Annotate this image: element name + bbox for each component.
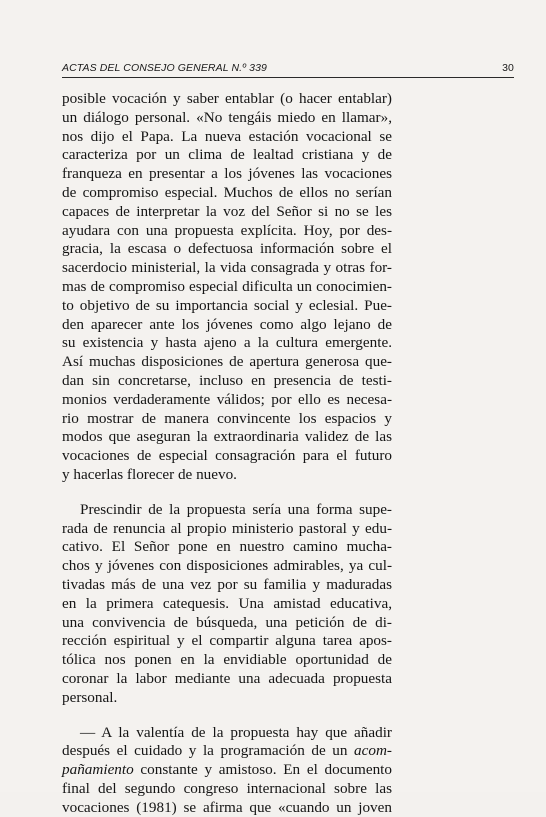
running-title: ACTAS DEL CONSEJO GENERAL N.º 339 (62, 62, 267, 74)
text-line: cativo. El Señor pone en nuestro camino mucha- (62, 538, 392, 557)
italic-term: pañamiento (62, 761, 134, 778)
text-line (62, 742, 392, 761)
paragraph-3 (62, 724, 392, 817)
page-number: 30 (502, 62, 514, 74)
text-line: modos que aseguran la extraordinaria validez de las (62, 428, 392, 447)
text-line: un diálogo personal. «No tengáis miedo en llamar», (62, 109, 392, 128)
text-line: rio mostrar de manera convincente los espacios y (62, 410, 392, 429)
paragraph-2 (62, 501, 392, 708)
text-line: caracteriza por un clima de lealtad cristiana y de (62, 146, 392, 165)
text-line: den aparecer ante los jóvenes como algo lejano de (62, 316, 392, 335)
text-line: tivadas más de una vez por su familia y maduradas (62, 576, 392, 595)
italic-term: acom- (354, 742, 392, 759)
text-line (62, 780, 392, 799)
text-segment: final del segundo congreso internacional sobre las (62, 780, 392, 797)
text-line: rección espiritual y el compartir alguna tarea apos- (62, 632, 392, 651)
text-line (62, 724, 392, 743)
header-rule (62, 77, 514, 78)
body-text (62, 90, 392, 817)
text-line: monios verdaderamente válidos; por ello es necesa- (62, 391, 392, 410)
text-segment: después el cuidado y la programación de un (62, 742, 354, 759)
text-line (62, 761, 392, 780)
text-line: gracia, la escasa o defectuosa información sobre el (62, 240, 392, 259)
text-line: rada de renuncia al propio ministerio pastoral y edu- (62, 520, 392, 539)
text-line: posible vocación y saber entablar (o hacer entablar) (62, 90, 392, 109)
text-line: en la primera catequesis. Una amistad educativa, (62, 595, 392, 614)
text-line: coronar la labor mediante una adecuada propuesta (62, 670, 392, 689)
text-line: capaces de interpretar la voz del Señor si no se les (62, 203, 392, 222)
text-segment: vocaciones (1981) se afirma que «cuando un joven (62, 799, 392, 816)
running-header (62, 62, 514, 74)
text-line: sacerdocio ministerial, la vida consagrada y otras for- (62, 259, 392, 278)
text-line: de compromiso especial. Muchos de ellos no serían (62, 184, 392, 203)
text-line: to objetivo de su importancia social y eclesial. Pue- (62, 297, 392, 316)
text-line: dan sin concretarse, incluso en presencia de testi- (62, 372, 392, 391)
text-segment: constante y amistoso. En el documento (134, 761, 392, 778)
text-line: su existencia y hasta ajeno a la cultura emergente. (62, 334, 392, 353)
text-line: vocaciones de especial consagración para el futuro (62, 447, 392, 466)
text-segment: — A la valentía de la propuesta hay que añadir (80, 724, 392, 741)
text-line: nos dijo el Papa. La nueva estación vocacional se (62, 128, 392, 147)
text-line: mas de compromiso especial dificulta un conocimien- (62, 278, 392, 297)
text-line (62, 799, 392, 817)
text-line: tólica nos ponen en la envidiable oportunidad de (62, 651, 392, 670)
text-line: personal. (62, 689, 392, 708)
paragraph-1 (62, 90, 392, 485)
text-line: una convivencia de búsqueda, una petición de di- (62, 614, 392, 633)
text-line: ayudara con una propuesta explícita. Hoy, por des- (62, 222, 392, 241)
text-line: franqueza en presentar a los jóvenes las vocaciones (62, 165, 392, 184)
text-line: y hacerlas florecer de nuevo. (62, 466, 392, 485)
text-line: Así muchas disposiciones de apertura generosa que- (62, 353, 392, 372)
text-line: chos y jóvenes con disposiciones admirables, ya cul- (62, 557, 392, 576)
text-line: Prescindir de la propuesta sería una forma supe- (62, 501, 392, 520)
